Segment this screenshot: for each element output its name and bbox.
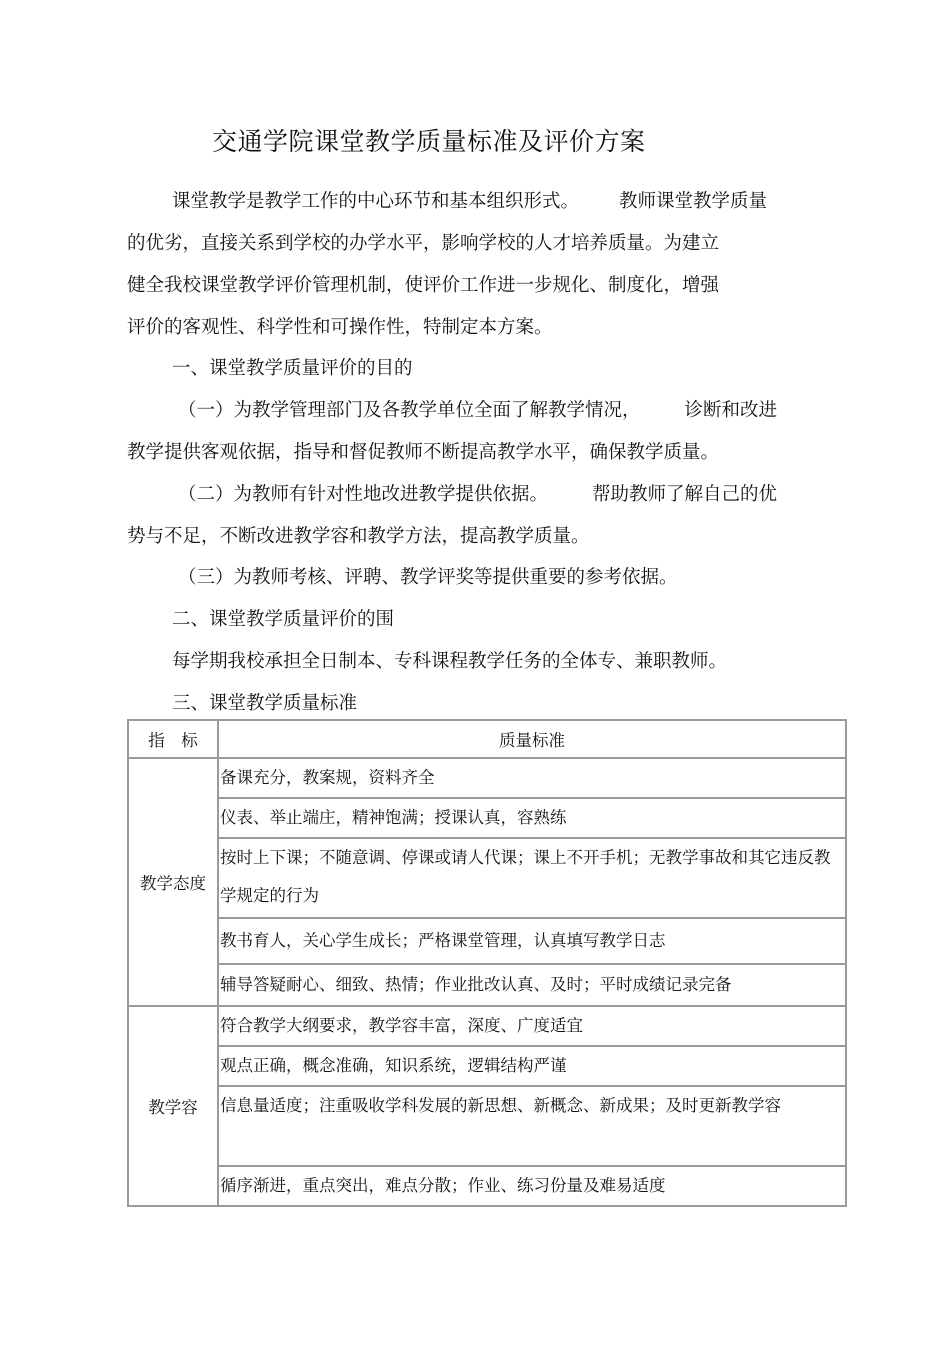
standard-cell: 辅导答疑耐心、细致、热情；作业批改认真、及时；平时成绩记录完备 — [218, 964, 846, 1006]
quality-standard-table — [127, 719, 847, 1207]
table-header-row — [128, 720, 846, 758]
paragraph-line: （三）为教师考核、评聘、教学评奖等提供重要的参考依据。 — [178, 567, 678, 588]
paragraph-line — [178, 399, 777, 423]
paragraph-line: 的优劣，直接关系到学校的办学水平，影响学校的人才培养质量。为建立 — [127, 233, 720, 254]
standard-cell: 观点正确，概念准确，知识系统，逻辑结构严谨 — [218, 1046, 846, 1086]
section-heading: 三、课堂教学质量标准 — [172, 693, 358, 714]
line-text: 教师课堂教学质量 — [619, 191, 768, 212]
header-quality-standard: 质量标准 — [218, 720, 846, 758]
standard-cell: 按时上下课；不随意调、停课或请人代课；课上不开手机；无教学事故和其它违反教学规定的行为 — [218, 838, 846, 918]
table-row — [128, 758, 846, 798]
indicator-cell: 教学容 — [128, 1006, 218, 1206]
line-text: （一）为教学管理部门及各教学单位全面了解教学情况， — [178, 400, 641, 421]
standard-cell: 信息量适度；注重吸收学科发展的新思想、新概念、新成果；及时更新教学容 — [218, 1086, 846, 1166]
line-text: 帮助教师了解自己的优 — [592, 484, 778, 505]
table-row — [128, 1086, 846, 1166]
paragraph-line — [172, 190, 767, 214]
paragraph-line: 势与不足，不断改进教学容和教学方法，提高教学质量。 — [127, 526, 590, 547]
paragraph-line — [178, 483, 777, 507]
table-row — [128, 1046, 846, 1086]
indicator-cell: 教学态度 — [128, 758, 218, 1006]
standard-cell: 循序渐进，重点突出，难点分散；作业、练习份量及难易适度 — [218, 1166, 846, 1206]
paragraph-line: 评价的客观性、科学性和可操作性，特制定本方案。 — [127, 317, 553, 338]
standard-cell: 教书育人，关心学生成长；严格课堂管理，认真填写教学日志 — [218, 918, 846, 964]
table-row — [128, 964, 846, 1006]
standard-cell: 仪表、举止端庄，精神饱满；授课认真，容熟练 — [218, 798, 846, 838]
line-text: 诊断和改进 — [684, 400, 778, 421]
table-row — [128, 1166, 846, 1206]
paragraph-line: 健全我校课堂教学评价管理机制，使评价工作进一步规化、制度化，增强 — [127, 275, 720, 296]
standard-cell: 符合教学大纲要求，教学容丰富，深度、广度适宜 — [218, 1006, 846, 1046]
section-heading: 一、课堂教学质量评价的目的 — [172, 358, 413, 379]
table-row — [128, 798, 846, 838]
paragraph-line: 教学提供客观依据，指导和督促教师不断提高教学水平，确保教学质量。 — [127, 442, 720, 463]
standard-cell: 备课充分，教案规，资料齐全 — [218, 758, 846, 798]
line-text: （二）为教师有针对性地改进教学提供依据。 — [178, 484, 549, 505]
section-heading: 二、课堂教学质量评价的围 — [172, 609, 395, 630]
table-row — [128, 1006, 846, 1046]
line-text: 课堂教学是教学工作的中心环节和基本组织形式。 — [172, 191, 580, 212]
table-row — [128, 918, 846, 964]
table-row — [128, 838, 846, 918]
document-title: 交通学院课堂教学质量标准及评价方案 — [212, 127, 646, 156]
paragraph-line: 每学期我校承担全日制本、专科课程教学任务的全体专、兼职教师。 — [172, 651, 728, 672]
header-indicator: 指 标 — [128, 720, 218, 758]
